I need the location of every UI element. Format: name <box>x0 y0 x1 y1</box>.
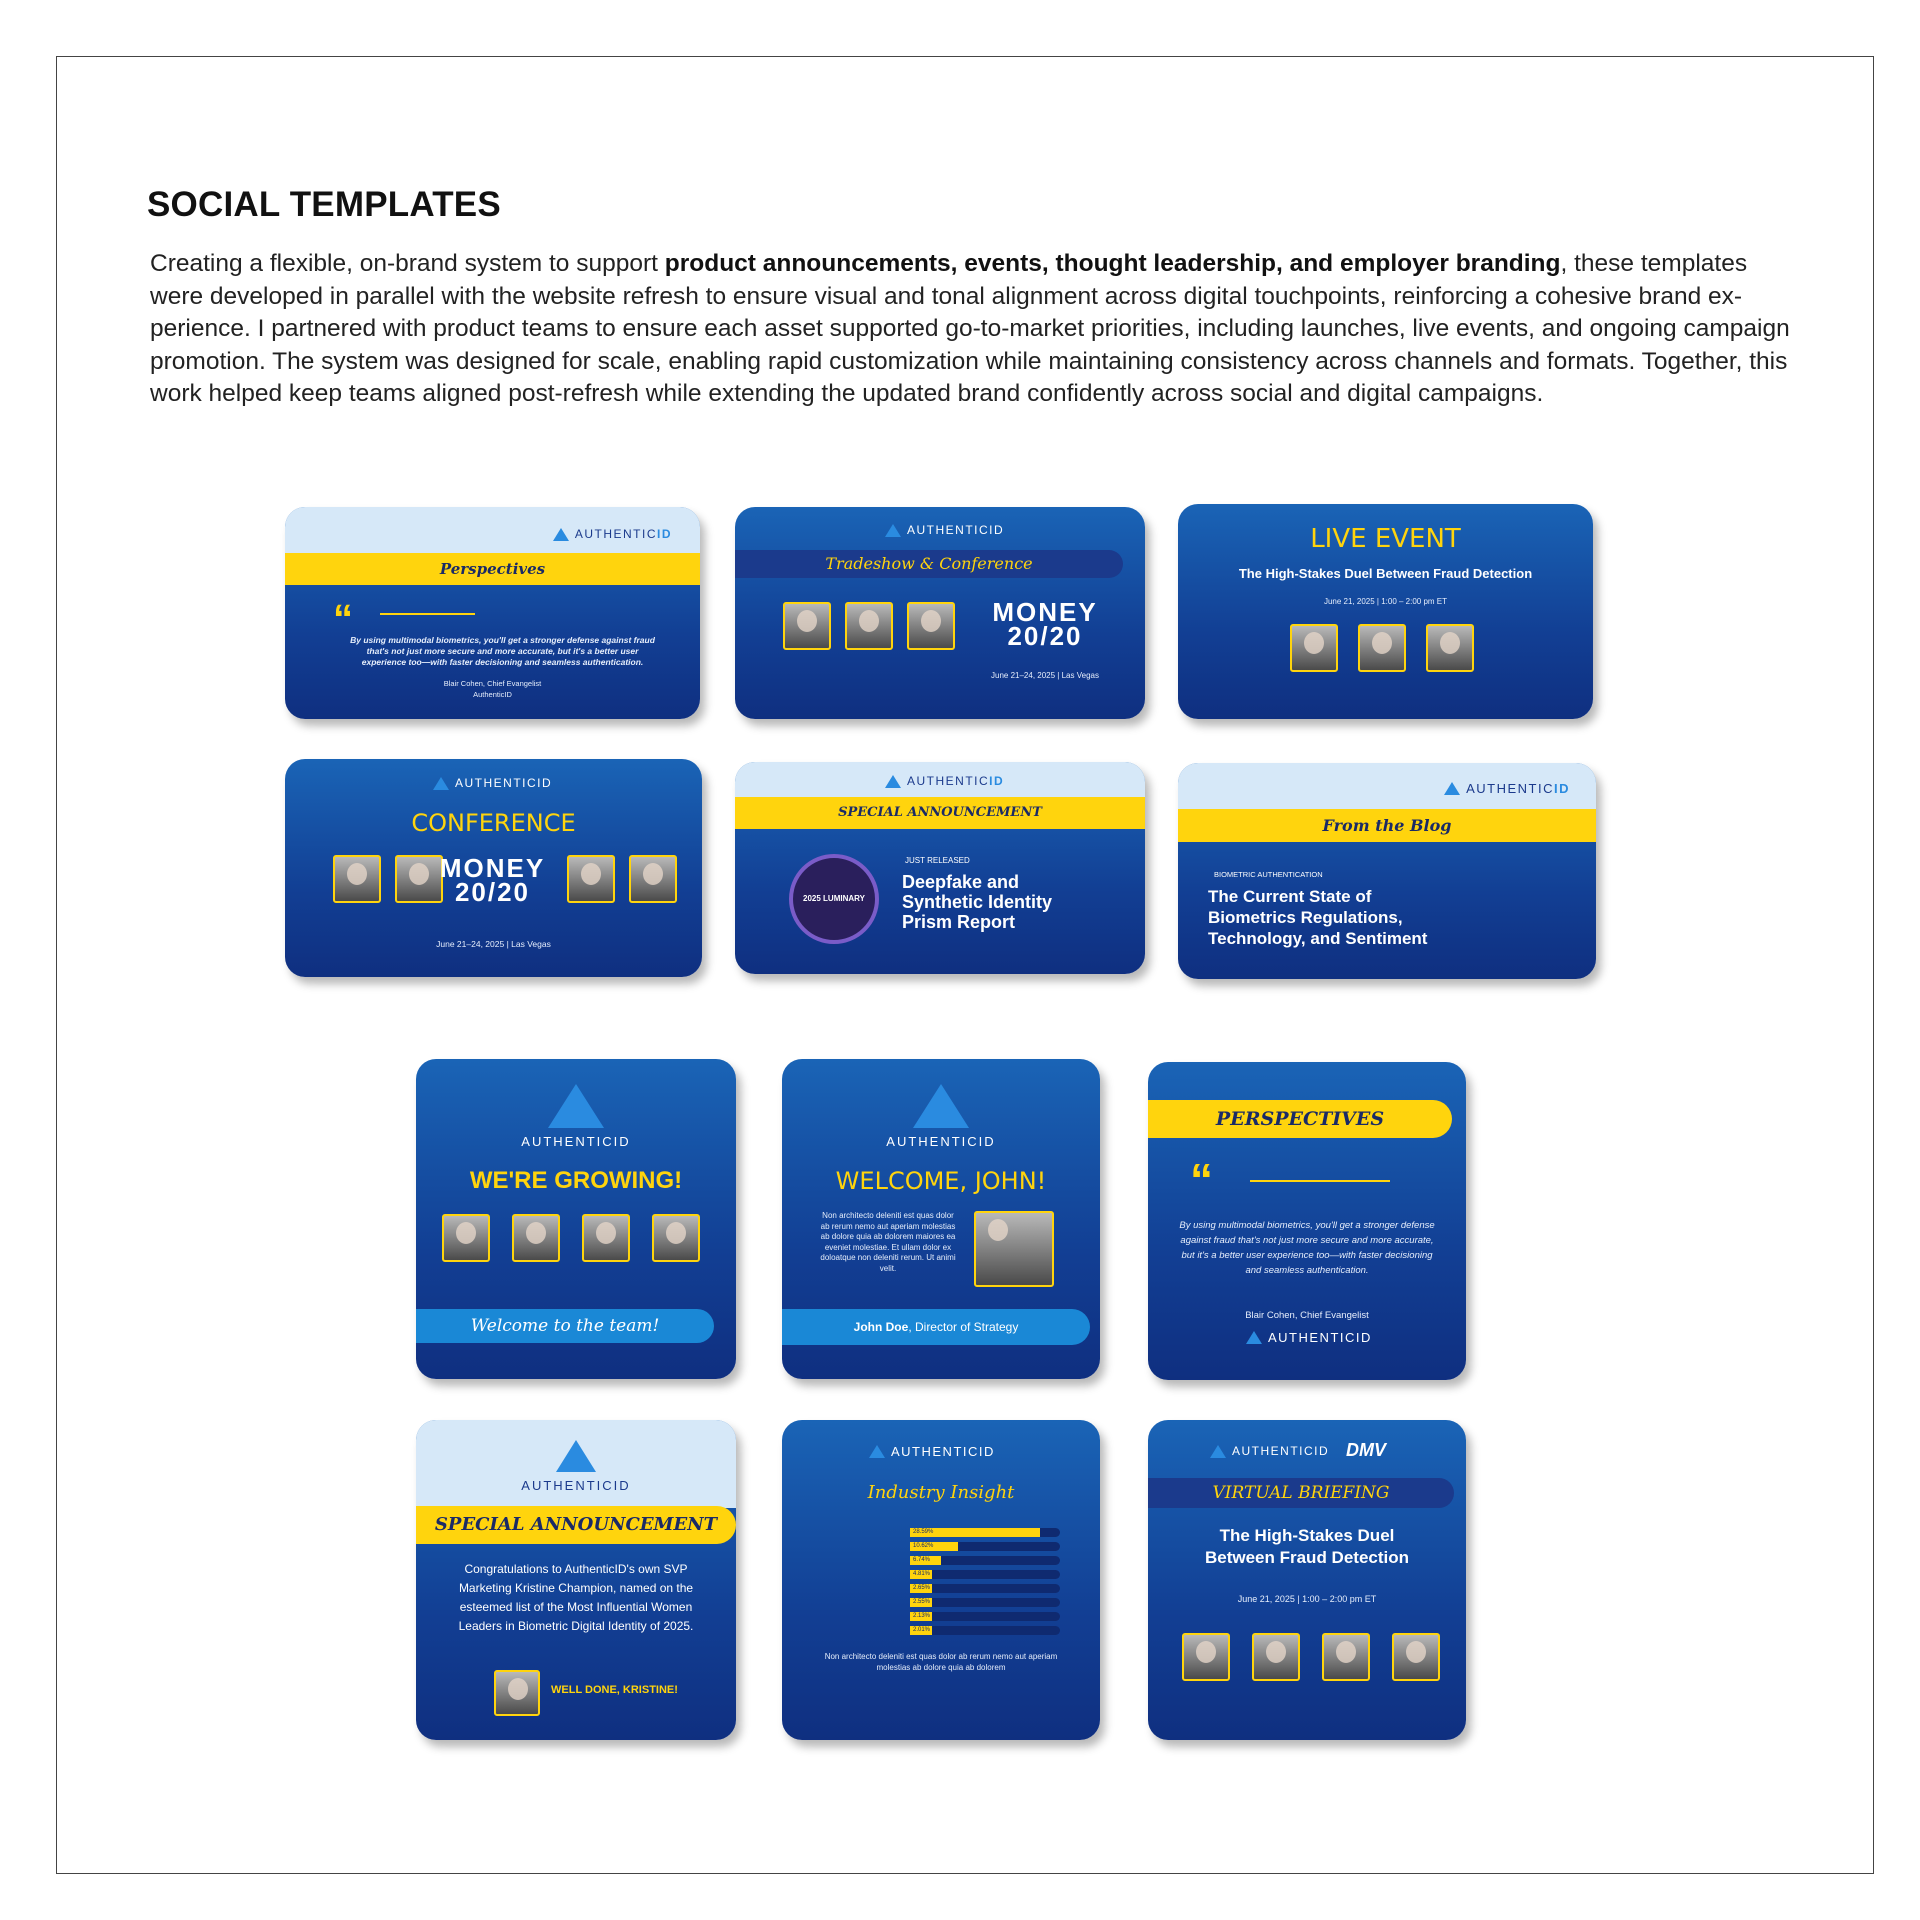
section-band: From the Blog <box>1178 809 1596 842</box>
headline-line2: Between Fraud Detection <box>1204 1548 1410 1567</box>
speaker-photo <box>907 602 955 650</box>
section-band: SPECIAL ANNOUNCEMENT <box>416 1506 736 1544</box>
quote-text: By using multimodal biometrics, you'll get a stronger defense against fraud that's not just more secure and more accurate, but it's a better user experience too—with faster decisioning and seamless authentication. <box>350 635 655 667</box>
section-band: Perspectives <box>285 553 700 585</box>
speaker-photo <box>783 602 831 650</box>
desc-bold: product announcements, events, thought leadership, and employer branding <box>664 250 1561 277</box>
card-were-growing <box>416 1059 736 1379</box>
speaker-photo <box>1392 1633 1440 1681</box>
brand-logo-large: AUTHENTICID <box>416 1084 736 1149</box>
section-band: Tradeshow & Conference <box>735 550 1123 578</box>
brand-logo: AUTHENTICID <box>885 523 1004 537</box>
quote-mark-icon: “ <box>333 597 353 641</box>
speaker-photos-left <box>333 855 443 903</box>
card-heading: CONFERENCE <box>411 809 576 837</box>
quote-rule <box>380 613 475 615</box>
desc-pre: Creating a flexible, on-brand system to support <box>150 250 665 277</box>
card-subheading: The High-Stakes Duel Between Fraud Detection <box>1238 566 1533 581</box>
event-logo-line1: MONEY <box>439 853 546 883</box>
team-photos <box>442 1214 700 1262</box>
desc-post: , these templates were developed in parallel with the website refresh to ensure visual and tonal alignment across digital touchpoints, reinforcing a cohesive brand experience. I partnered with product teams to ensure each asset supported go-to-market priorities, including launches, live events, and ongoing campaign promotion. The system was designed for scale, enabling rapid customization while maintaining consistency across channels and formats. Together, this work helped keep teams aligned post-refresh while extending the updated brand confidently across social and digital campaigns. <box>150 250 1790 407</box>
luminary-badge: 2025 LUMINARY <box>789 854 879 944</box>
headline-line1: The High-Stakes Duel <box>1219 1526 1395 1545</box>
new-hire-role: , Director of Strategy <box>908 1320 1019 1334</box>
card-perspectives-square <box>1148 1062 1466 1380</box>
speaker-photos <box>1182 1633 1440 1681</box>
section-band: VIRTUAL BRIEFING <box>1148 1478 1454 1508</box>
name-pill <box>782 1309 1090 1345</box>
just-released-tag: JUST RELEASED <box>905 856 970 865</box>
brand-logo-large: AUTHENTICID <box>416 1440 736 1493</box>
page-description <box>150 248 1800 411</box>
brand-logo: AUTHENTICID <box>1210 1444 1329 1458</box>
speaker-photo <box>1252 1633 1300 1681</box>
speaker-photo <box>1358 624 1406 672</box>
card-tradeshow <box>735 507 1145 719</box>
team-photo <box>652 1214 700 1262</box>
card-heading: WE'RE GROWING! <box>469 1167 683 1194</box>
speaker-photo <box>1290 624 1338 672</box>
blog-tag: BIOMETRIC AUTHENTICATION <box>1214 870 1323 879</box>
insight-bar-fill: 28.59% <box>910 1528 1040 1537</box>
logo-icon <box>885 524 901 537</box>
quote-author: Blair Cohen, Chief Evangelist <box>1245 1310 1369 1321</box>
insight-bar <box>910 1612 1060 1621</box>
card-heading: LIVE EVENT <box>1310 524 1461 554</box>
brand-logo-large: AUTHENTICID <box>782 1084 1100 1149</box>
logo-icon <box>553 528 569 541</box>
headline-line3: Prism Report <box>902 912 1016 932</box>
event-logo-line2: 20/20 <box>454 877 531 907</box>
headline-line1: Deepfake and <box>902 872 1020 892</box>
card-welcome-john <box>782 1059 1100 1379</box>
insight-body: Non architecto deleniti est quas dolor ab rerum nemo aut aperiam molestias ab dolore quia ab dolorem <box>824 1652 1058 1672</box>
section-band: SPECIAL ANNOUNCEMENT <box>735 797 1145 829</box>
card-special-announcement-square <box>416 1420 736 1740</box>
new-hire-name: John Doe <box>853 1320 909 1334</box>
insight-bar <box>910 1626 1060 1635</box>
insight-bar <box>910 1528 1060 1537</box>
card-perspectives-landscape <box>285 507 700 719</box>
card-live-event <box>1178 504 1593 719</box>
headline-line2: Biometrics Regulations, <box>1208 908 1403 927</box>
logo-icon <box>556 1440 596 1472</box>
insight-bar-fill: 2.55% <box>910 1598 932 1607</box>
welcome-pill: Welcome to the team! <box>416 1309 714 1343</box>
dmv-logo: DMV <box>1346 1440 1386 1460</box>
brand-logo: AUTHENTICID <box>433 776 552 790</box>
speaker-photos <box>783 602 955 650</box>
card-heading: Industry Insight <box>867 1482 1015 1503</box>
quote-text: By using multimodal biometrics, you'll get a stronger defense against fraud that's not just more secure and more accurate, but it's a better user experience too—with faster decisioning and seamless authentication. <box>1179 1220 1435 1276</box>
speaker-photos <box>1290 624 1474 672</box>
logo-icon <box>869 1445 885 1458</box>
brand-logo: AUTHENTICID <box>1246 1330 1372 1345</box>
speaker-photo <box>629 855 677 903</box>
new-hire-photo <box>974 1211 1054 1287</box>
card-heading: WELCOME, JOHN! <box>835 1167 1047 1195</box>
speaker-photos-right <box>567 855 677 903</box>
logo-icon <box>885 775 901 788</box>
quote-mark-icon: “ <box>1190 1154 1213 1206</box>
card-conference <box>285 759 702 977</box>
card-virtual-briefing <box>1148 1420 1466 1740</box>
team-photo <box>512 1214 560 1262</box>
headline-line3: Technology, and Sentiment <box>1208 929 1428 948</box>
team-photo <box>582 1214 630 1262</box>
honoree-photo <box>494 1670 540 1716</box>
quote-author: Blair Cohen, Chief Evangelist <box>443 679 542 688</box>
brand-logo: AUTHENTICID <box>553 527 672 541</box>
brand-logo: AUTHENTICID <box>885 774 1004 788</box>
speaker-photo <box>333 855 381 903</box>
insight-bar <box>910 1598 1060 1607</box>
team-photo <box>442 1214 490 1262</box>
insight-bar-fill: 2.13% <box>910 1612 932 1621</box>
logo-icon <box>548 1084 604 1128</box>
insight-bar <box>910 1542 1060 1551</box>
speaker-photo <box>567 855 615 903</box>
section-band: PERSPECTIVES <box>1148 1100 1452 1138</box>
event-date: June 21, 2025 | 1:00 – 2:00 pm ET <box>1323 597 1448 606</box>
insight-bar <box>910 1570 1060 1579</box>
headline-line1: The Current State of <box>1208 887 1372 906</box>
logo-icon <box>433 777 449 790</box>
insight-bar-fill: 2.01% <box>910 1626 932 1635</box>
event-date: June 21–24, 2025 | Las Vegas <box>436 939 551 949</box>
event-date: June 21, 2025 | 1:00 – 2:00 pm ET <box>1237 1594 1377 1604</box>
quote-rule <box>1250 1180 1390 1182</box>
event-date: June 21–24, 2025 | Las Vegas <box>991 671 1099 680</box>
welcome-body: Non architecto deleniti est quas dolor ab rerum nemo aut aperiam molestias ab dolore quia ab dolorem maiores ea eveniet molestiae. Et ullam dolor ex doloatque non deleniti rerum. Ut animi velit. <box>820 1211 956 1273</box>
event-logo-line2: 20/20 <box>1007 621 1083 651</box>
logo-icon <box>1246 1331 1262 1344</box>
headline-line2: Synthetic Identity <box>902 892 1053 912</box>
insight-bar <box>910 1584 1060 1593</box>
insight-bar-chart <box>910 1528 1060 1640</box>
card-from-the-blog <box>1178 763 1596 979</box>
insight-bar-fill: 10.62% <box>910 1542 958 1551</box>
insight-bar-fill: 4.81% <box>910 1570 932 1579</box>
speaker-photo <box>1322 1633 1370 1681</box>
insight-bar-fill: 6.74% <box>910 1556 941 1565</box>
logo-icon <box>1444 782 1460 795</box>
card-special-announcement-landscape <box>735 762 1145 974</box>
page-title: SOCIAL TEMPLATES <box>147 185 501 224</box>
brand-logo: AUTHENTICID <box>869 1444 995 1459</box>
insight-bar-fill: 2.65% <box>910 1584 932 1593</box>
announcement-body: Congratulations to AuthenticID's own SVP Marketing Kristine Champion, named on the esteemed list of the Most Influential Women Leaders in Biometric Digital Identity of 2025. <box>458 1562 694 1633</box>
logo-icon <box>1210 1445 1226 1458</box>
card-industry-insight <box>782 1420 1100 1740</box>
event-logo-line1: MONEY <box>992 597 1098 627</box>
quote-company: AuthenticID <box>473 690 512 699</box>
brand-logo: AUTHENTICID <box>1444 781 1570 796</box>
speaker-photo <box>1182 1633 1230 1681</box>
speaker-photo <box>845 602 893 650</box>
speaker-photo <box>1426 624 1474 672</box>
insight-bar <box>910 1556 1060 1565</box>
logo-icon <box>913 1084 969 1128</box>
congrats-cta: WELL DONE, KRISTINE! <box>551 1684 678 1696</box>
